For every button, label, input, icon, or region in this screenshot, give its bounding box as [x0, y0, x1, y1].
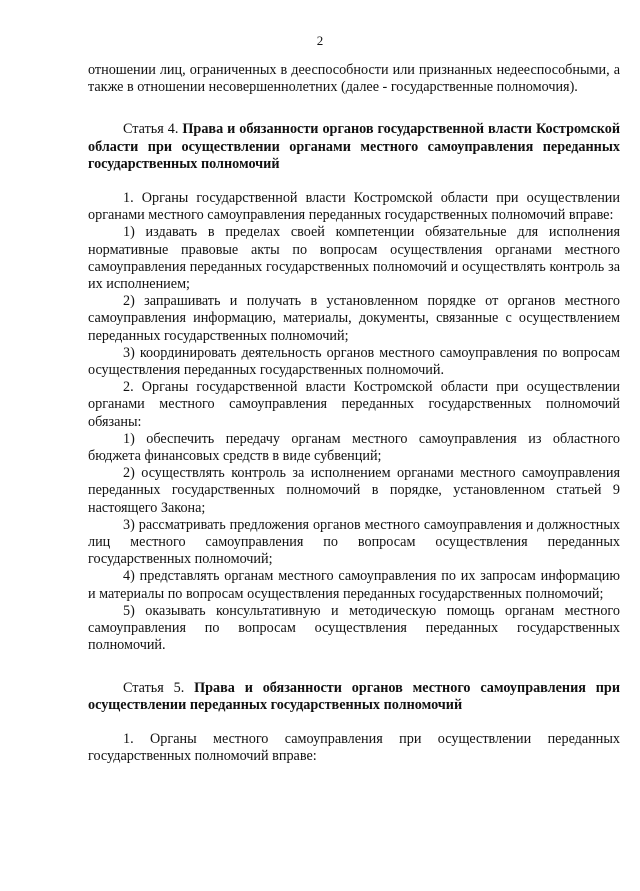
spacer [88, 655, 620, 680]
article-4-paragraph-2-item: 5) оказывать консультативную и методическую помощь органам местного самоуправления по вопросам осуществления переданных государственных полномочий. [88, 602, 620, 654]
article-4-title: Права и обязанности органов государственной власти Костромской области при осуществлении органами местного самоуправления переданных государственных полномочий [88, 121, 621, 172]
article-4-label: Статья 4. [123, 121, 179, 138]
article-4-paragraph-2-item: 4) представлять органам местного самоуправления по их запросам информацию и материалы по вопросам осуществления переданных государственных полномочий; [88, 568, 620, 602]
article-4-paragraph-2-item: 2) осуществлять контроль за исполнением органами местного самоуправления переданных государственных полномочий в порядке, установленном статьей 9 настоящего Закона; [88, 465, 620, 516]
document-body [88, 62, 620, 765]
article-4-paragraph-2-item: 1) обеспечить передачу органам местного самоуправления из областного бюджета финансовых средств в виде субвенций; [88, 430, 620, 465]
article-4-paragraph-1-item: 1) издавать в пределах своей компетенции обязательные для исполнения нормативные правовые акты по вопросам осуществления органами местного самоуправления переданных государственных полномочий и осуществлять контроль за их исполнением; [88, 224, 620, 293]
article-4-paragraph-1: 1. Органы государственной власти Костромской области при осуществлении органами местного самоуправления переданных государственных полномочий вправе: [88, 190, 620, 224]
article-5-label: Статья 5. [123, 679, 185, 696]
article-5-title: Права и обязанности органов местного самоуправления при осуществлении переданных государственных полномочий [88, 679, 621, 713]
spacer [88, 173, 620, 190]
article-4-paragraph-2: 2. Органы государственной власти Костромской области при осуществлении органами местного самоуправления переданных государственных полномочий обязаны: [88, 379, 620, 430]
spacer [88, 714, 620, 731]
article-4-paragraph-1-item: 2) запрашивать и получать в установленном порядке от органов местного самоуправления информацию, материалы, документы, связанные с осуществлением переданных государственных полномочий; [88, 293, 620, 344]
spacer [88, 96, 620, 121]
article-4-heading [88, 121, 620, 173]
article-4-paragraph-1-item: 3) координировать деятельность органов местного самоуправления по вопросам осуществления переданных государственных полномочий. [88, 344, 620, 379]
page-number: 2 [316, 33, 324, 48]
intro-paragraph: отношении лиц, ограниченных в дееспособности или признанных недееспособными, а также в отношении несовершеннолетних (далее - государственные полномочия). [88, 62, 620, 96]
article-5-paragraph-1: 1. Органы местного самоуправления при осуществлении переданных государственных полномочий вправе: [88, 730, 620, 765]
article-4-paragraph-2-item: 3) рассматривать предложения органов местного самоуправления и должностных лиц местного самоуправления по вопросам осуществления переданных государственных полномочий; [88, 516, 620, 568]
article-5-heading [88, 680, 620, 714]
